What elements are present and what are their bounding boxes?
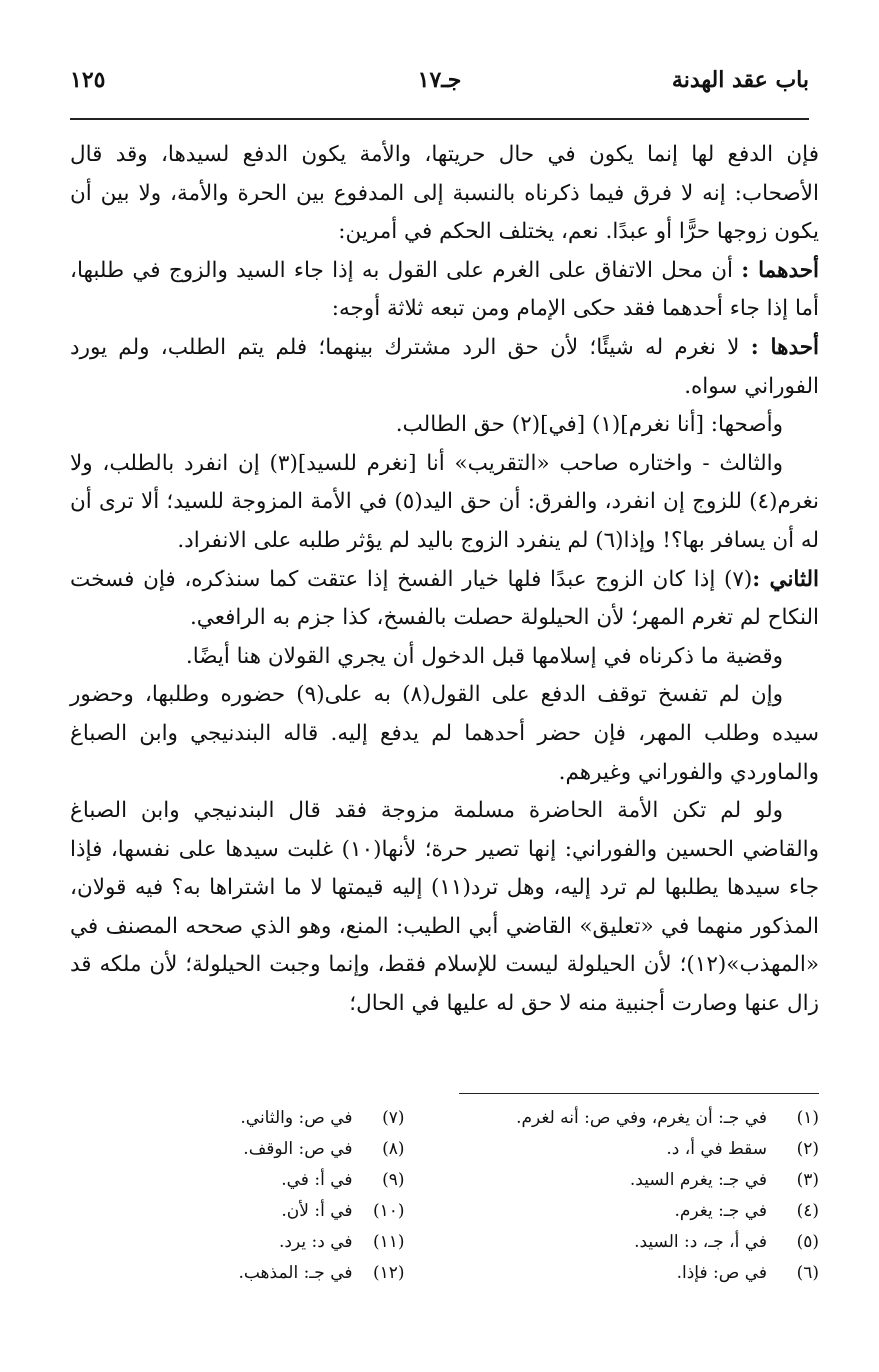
paragraph (70, 445, 819, 561)
footnote-text: في ص: فإذا. (676, 1263, 767, 1283)
footnotes-column-right (485, 1103, 820, 1289)
paragraph (70, 329, 819, 406)
footnote (485, 1165, 820, 1196)
paragraph (70, 676, 819, 792)
footnote-text: في د: يرد. (279, 1232, 353, 1252)
paragraph (70, 561, 819, 638)
footnote-text: في ص: والثاني. (240, 1108, 353, 1128)
footnote (70, 1258, 405, 1289)
footnote-number: (٣) (796, 1170, 819, 1190)
footnote-number: (٢) (796, 1139, 819, 1159)
footnotes-column-left (70, 1103, 405, 1289)
main-text (70, 136, 819, 1024)
header-rule (70, 118, 809, 120)
paragraph-term: أحدهما : (741, 257, 819, 283)
footnote-number: (٤) (796, 1201, 819, 1221)
footnote-number: (١٢) (372, 1263, 405, 1283)
paragraph-text: أن محل الاتفاق على الغرم على القول به إذا جاء السيد والزوج في طلبها، أما إذا جاء أحدهما فقد حكى الإمام ومن تبعه ثلاثة أوجه: (70, 257, 819, 322)
page-number: ١٢٥ (70, 67, 106, 93)
footnote (70, 1227, 405, 1258)
footnote-number: (٩) (382, 1170, 405, 1190)
footnote-text: في أ: لأن. (281, 1201, 353, 1221)
footnote (70, 1103, 405, 1134)
footnote (70, 1196, 405, 1227)
footnote (70, 1134, 405, 1165)
footnote-number: (٦) (796, 1263, 819, 1283)
paragraph (70, 638, 819, 677)
paragraph-text: فإن الدفع لها إنما يكون في حال حريتها، والأمة يكون الدفع لسيدها، وقد قال الأصحاب: إنه لا فرق فيما ذكرناه بالنسبة إلى المدفوع بين الحرة والأمة، ولا بين أن يكون زوجها حرًّا أو عبدًا. نعم، يختلف الحكم في أمرين: (70, 142, 819, 245)
footnote-text: في جـ: أن يغرم، وفي ص: أنه لغرم. (516, 1108, 767, 1128)
running-header (70, 60, 809, 100)
footnote (485, 1196, 820, 1227)
footnote-text: في أ: في. (281, 1170, 353, 1190)
footnote-number: (٥) (796, 1232, 819, 1252)
footnote-number: (١١) (372, 1232, 405, 1252)
volume-label: جـ١٧ (417, 67, 462, 93)
footnote (485, 1103, 820, 1134)
footnote (485, 1258, 820, 1289)
paragraph-text: لا نغرم له شيئًا؛ لأن حق الرد مشترك بينهما؛ فلم يتم الطلب، ولم يورد الفوراني سواه. (70, 334, 819, 399)
paragraph-term: الثاني : (752, 566, 819, 592)
footnote-rule (459, 1093, 819, 1094)
footnote-text: في جـ: المذهب. (238, 1263, 353, 1283)
paragraph (70, 406, 819, 445)
paragraph (70, 252, 819, 329)
paragraph (70, 792, 819, 1024)
footnote (485, 1134, 820, 1165)
footnote-number: (١) (796, 1108, 819, 1128)
paragraph (70, 136, 819, 252)
footnote-number: (٧) (382, 1108, 405, 1128)
footnote (70, 1165, 405, 1196)
footnote-text: سقط في أ، د. (666, 1139, 767, 1159)
footnote-text: في جـ: يغرم. (674, 1201, 767, 1221)
paragraph-text: وإن لم تفسخ توقف الدفع على القول(٨) به على(٩) حضوره وطلبها، وحضور سيده وطلب المهر، فإن حضر أحدهما لم يدفع إليه. قاله البندنيجي وابن الصباغ والماوردي والفوراني وغيرهم. (70, 682, 819, 785)
footnote-number: (١٠) (372, 1201, 405, 1221)
footnote-text: في ص: الوقف. (243, 1139, 353, 1159)
footnotes (70, 1103, 819, 1289)
paragraph-text: وأصحها: [أنا نغرم](١) [في](٢) حق الطالب. (395, 412, 783, 438)
footnote-text: في أ، جـ، د: السيد. (634, 1232, 767, 1252)
footnote (485, 1227, 820, 1258)
paragraph-text: والثالث - واختاره صاحب «التقريب» أنا [نغرم للسيد](٣) إن انفرد بالطلب، ولا نغرم(٤) للزوج إن انفرد، والفرق: أن حق اليد(٥) في الأمة المزوجة للسيد؛ ألا ترى أن له أن يسافر بها؟! وإذا(٦) لم ينفرد الزوج باليد لم يؤثر طلبه على الانفراد. (70, 450, 819, 553)
paragraph-text: وقضية ما ذكرناه في إسلامها قبل الدخول أن يجري القولان هنا أيضًا. (185, 643, 783, 669)
footnote-text: في جـ: يغرم السيد. (629, 1170, 767, 1190)
footnote-number: (٨) (382, 1139, 405, 1159)
paragraph-term: أحدها : (750, 334, 819, 360)
paragraph-text: (٧) إذا كان الزوج عبدًا فلها خيار الفسخ إذا عتقت كما سنذكره، فإن فسخت النكاح لم تغرم المهر؛ لأن الحيلولة حصلت بالفسخ، كذا جزم به الرافعي. (70, 566, 819, 631)
chapter-title: باب عقد الهدنة (671, 67, 809, 93)
paragraph-text: ولو لم تكن الأمة الحاضرة مسلمة مزوجة فقد قال البندنيجي وابن الصباغ والقاضي الحسين والفوراني: إنها تصير حرة؛ لأنها(١٠) غلبت سيدها على نفسها، فإذا جاء سيدها يطلبها لم ترد إليه، وهل ترد(١١) إليه قيمتها لا ما اشتراها به؟ فيه قولان، المذكور منهما في «تعليق» القاضي أبي الطيب: المنع، وهو الذي صححه المصنف في «المهذب»(١٢)؛ لأن الحيلولة ليست للإسلام فقط، وإنما وجبت الحيلولة؛ لأن ملكه قد زال عنها وصارت أجنبية منه لا حق له عليها في الحال؛ (70, 798, 819, 1017)
